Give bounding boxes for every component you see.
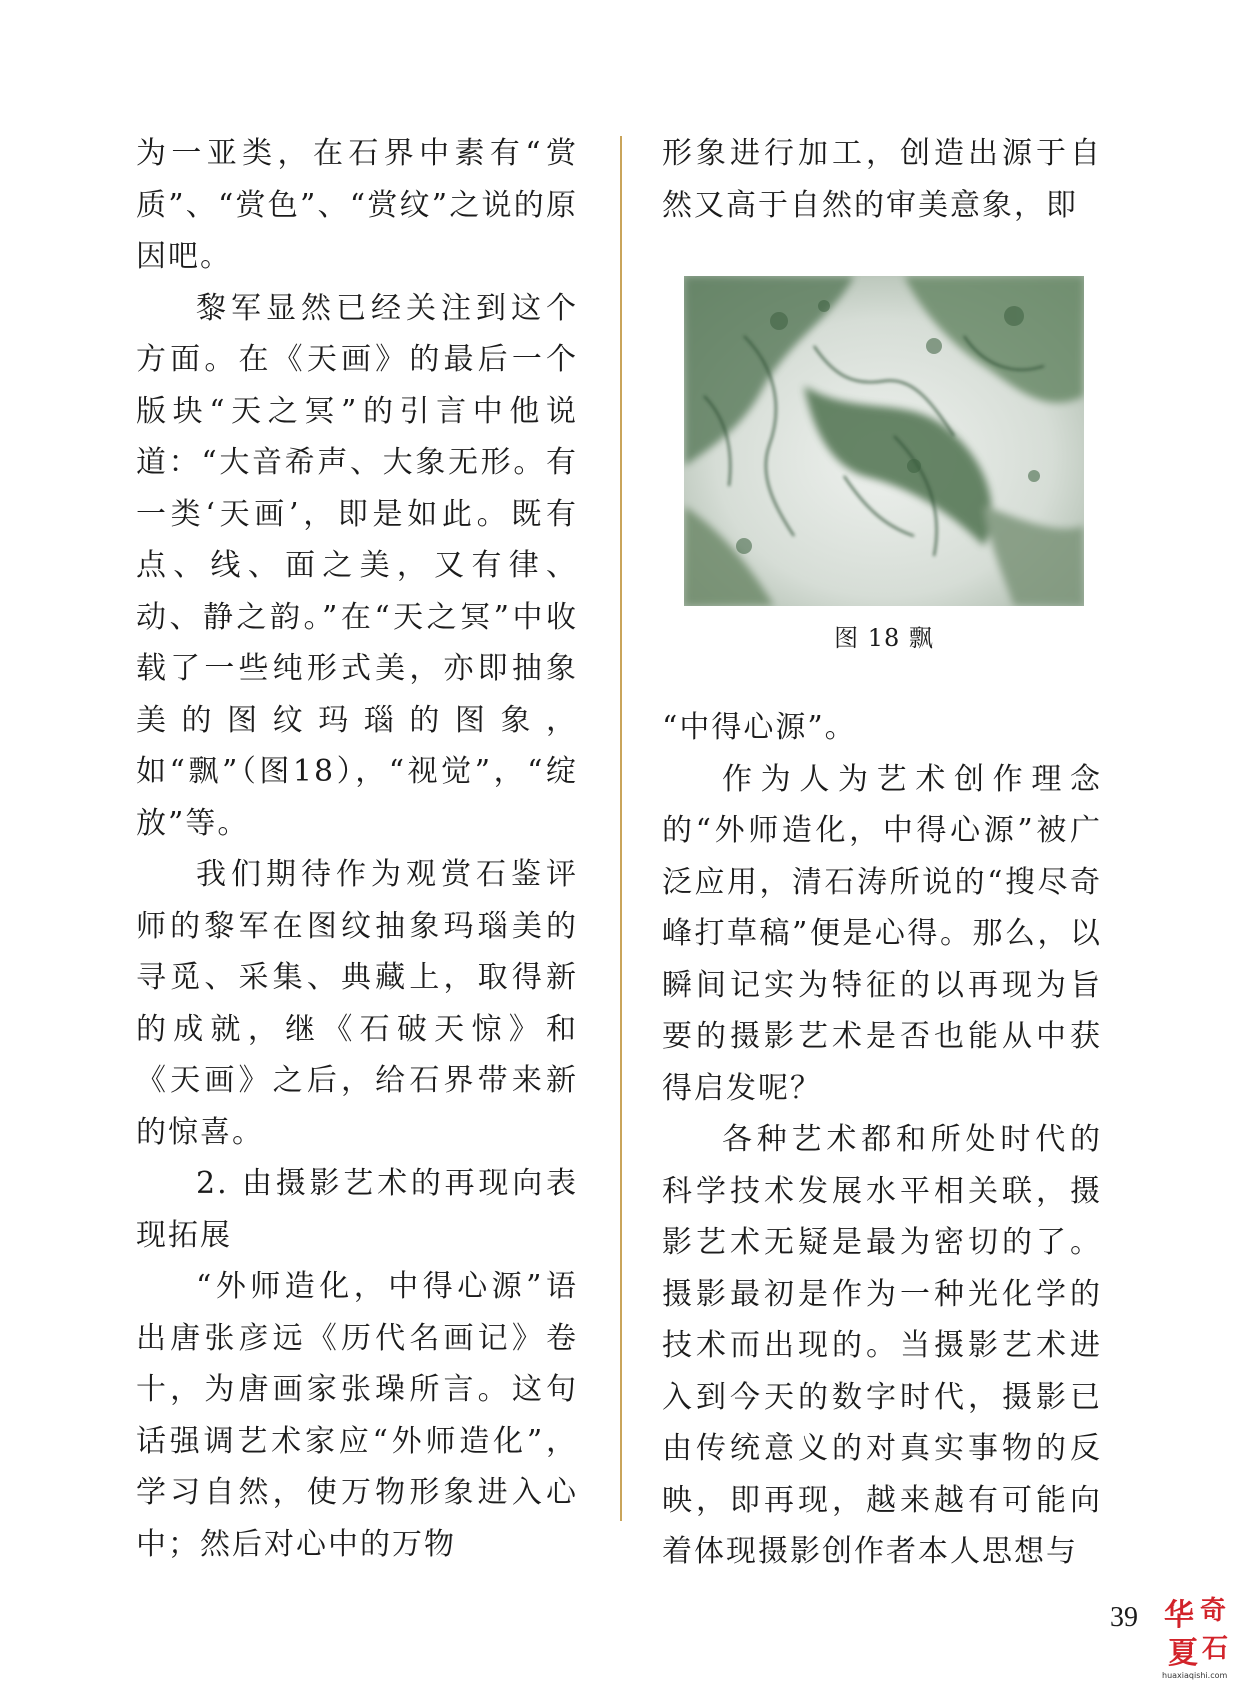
paragraph: 黎军显然已经关注到这个方面。在《天画》的最后一个版块“天之冥”的引言中他说道：“大音希声、大象无形。有一类‘天画’，即是如此。既有点、线、面之美，又有律、动、静之韵。”在“天之冥”中收载了一些纯形式美，亦即抽象美的图纹玛瑙的图象，如“飘”（图18），“视觉”，“绽放”等。 [136, 290, 578, 841]
paragraph: 各种艺术都和所处时代的科学技术发展水平相关联，摄影艺术无疑是最为密切的了。摄影最初是作为一种光化学的技术而出现的。当摄影艺术进入到今天的数字时代，摄影已由传统意义的对真实事物的反映，即再现，越来越有可能向着体现摄影创作者本人思想与 [662, 1122, 1102, 1569]
svg-text:石: 石 [1202, 1634, 1229, 1664]
paragraph: 作为人为艺术创作理念的“外师造化，中得心源”被广泛应用，清石涛所说的“搜尽奇峰打草稿”便是心得。那么，以瞬间记实为特征的以再现为旨要的摄影艺术是否也能从中获得启发呢？ [662, 761, 1102, 1106]
paragraph: 为一亚类，在石界中素有“赏质”、“赏色”、“赏纹”之说的原因吧。 [136, 136, 578, 274]
svg-text:huaxiaqishi.com: huaxiaqishi.com [1162, 1671, 1228, 1680]
svg-text:奇: 奇 [1200, 1596, 1227, 1626]
left-column [136, 128, 578, 1570]
paragraph: 形象进行加工，创造出源于自然又高于自然的审美意象，即 [662, 136, 1102, 223]
paragraph: “外师造化，中得心源”语出唐张彦远《历代名画记》卷十，为唐画家张璪所言。这句话强调艺术家应“外师造化”，学习自然，使万物形象进入心中；然后对心中的万物 [136, 1269, 578, 1562]
figure-caption: 图 18 飘 [834, 624, 934, 652]
agate-photo [684, 276, 1084, 606]
svg-text:夏: 夏 [1168, 1636, 1198, 1671]
paragraph: “中得心源”。 [662, 710, 857, 745]
svg-text:华: 华 [1164, 1598, 1194, 1633]
column-divider [620, 136, 622, 1521]
section-heading: 2. 由摄影艺术的再现向表现拓展 [136, 1166, 578, 1253]
site-watermark-logo [1160, 1585, 1238, 1681]
page-number: 39 [1110, 1602, 1138, 1633]
paragraph: 我们期待作为观赏石鉴评师的黎军在图纹抽象玛瑙美的寻觅、采集、典藏上，取得新的成就，继《石破天惊》和《天画》之后，给石界带来新的惊喜。 [136, 857, 578, 1150]
